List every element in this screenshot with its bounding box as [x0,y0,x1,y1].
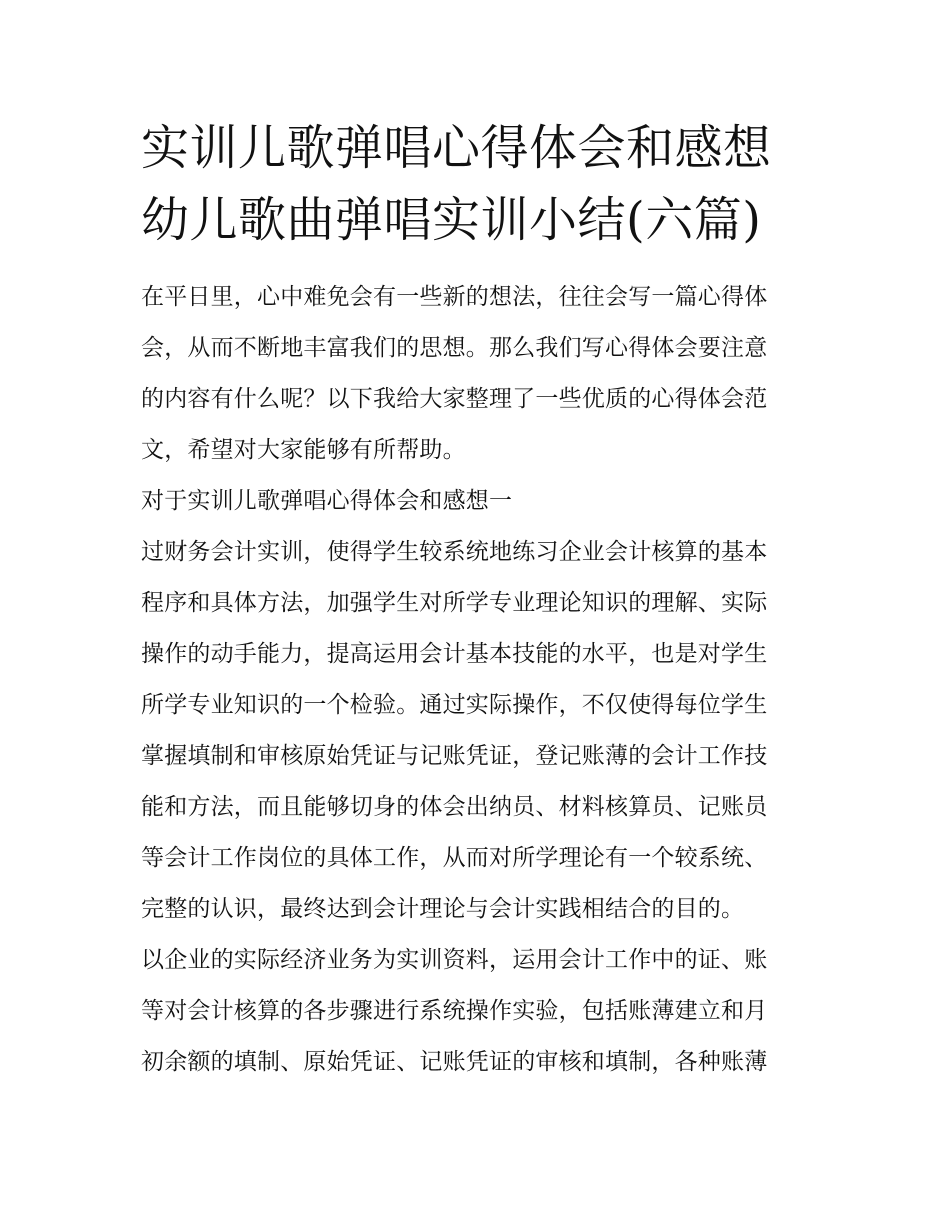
title-line-2: 幼儿歌曲弹唱实训小结(六篇) [141,192,762,248]
text-line: 以企业的实际经济业务为实训资料，运用会计工作中的证、账 [141,947,768,973]
text-line: 文，希望对大家能够有所帮助。 [141,437,466,463]
text-line: 等对会计核算的各步骤进行系统操作实验，包括账薄建立和月 [141,998,768,1024]
text-line: 完整的认识，最终达到会计理论与会计实践相结合的目的。 [141,896,745,922]
text-line: 等会计工作岗位的具体工作，从而对所学理论有一个较系统、 [141,845,768,871]
section-heading: 对于实训儿歌弹唱心得体会和感想一 [141,488,513,514]
text-line: 的内容有什么呢？以下我给大家整理了一些优质的心得体会范 [141,386,768,412]
document-body [141,272,813,1088]
text-line: 过财务会计实训，使得学生较系统地练习企业会计核算的基本 [141,539,768,565]
text-line: 在平日里，心中难免会有一些新的想法，往往会写一篇心得体 [141,284,768,310]
text-line: 程序和具体方法，加强学生对所学专业理论知识的理解、实际 [141,590,768,616]
document-page [141,112,813,1088]
text-line: 初余额的填制、原始凭证、记账凭证的审核和填制，各种账薄 [141,1049,768,1075]
text-line: 会，从而不断地丰富我们的思想。那么我们写心得体会要注意 [141,335,768,361]
text-line: 操作的动手能力，提高运用会计基本技能的水平，也是对学生 [141,641,768,667]
text-line: 所学专业知识的一个检验。通过实际操作，不仅使得每位学生 [141,692,768,718]
text-line: 能和方法，而且能够切身的体会出纳员、材料核算员、记账员 [141,794,768,820]
text-line: 掌握填制和审核原始凭证与记账凭证，登记账薄的会计工作技 [141,743,768,769]
document-title [141,112,813,256]
title-line-1: 实训儿歌弹唱心得体会和感想 [141,120,772,176]
